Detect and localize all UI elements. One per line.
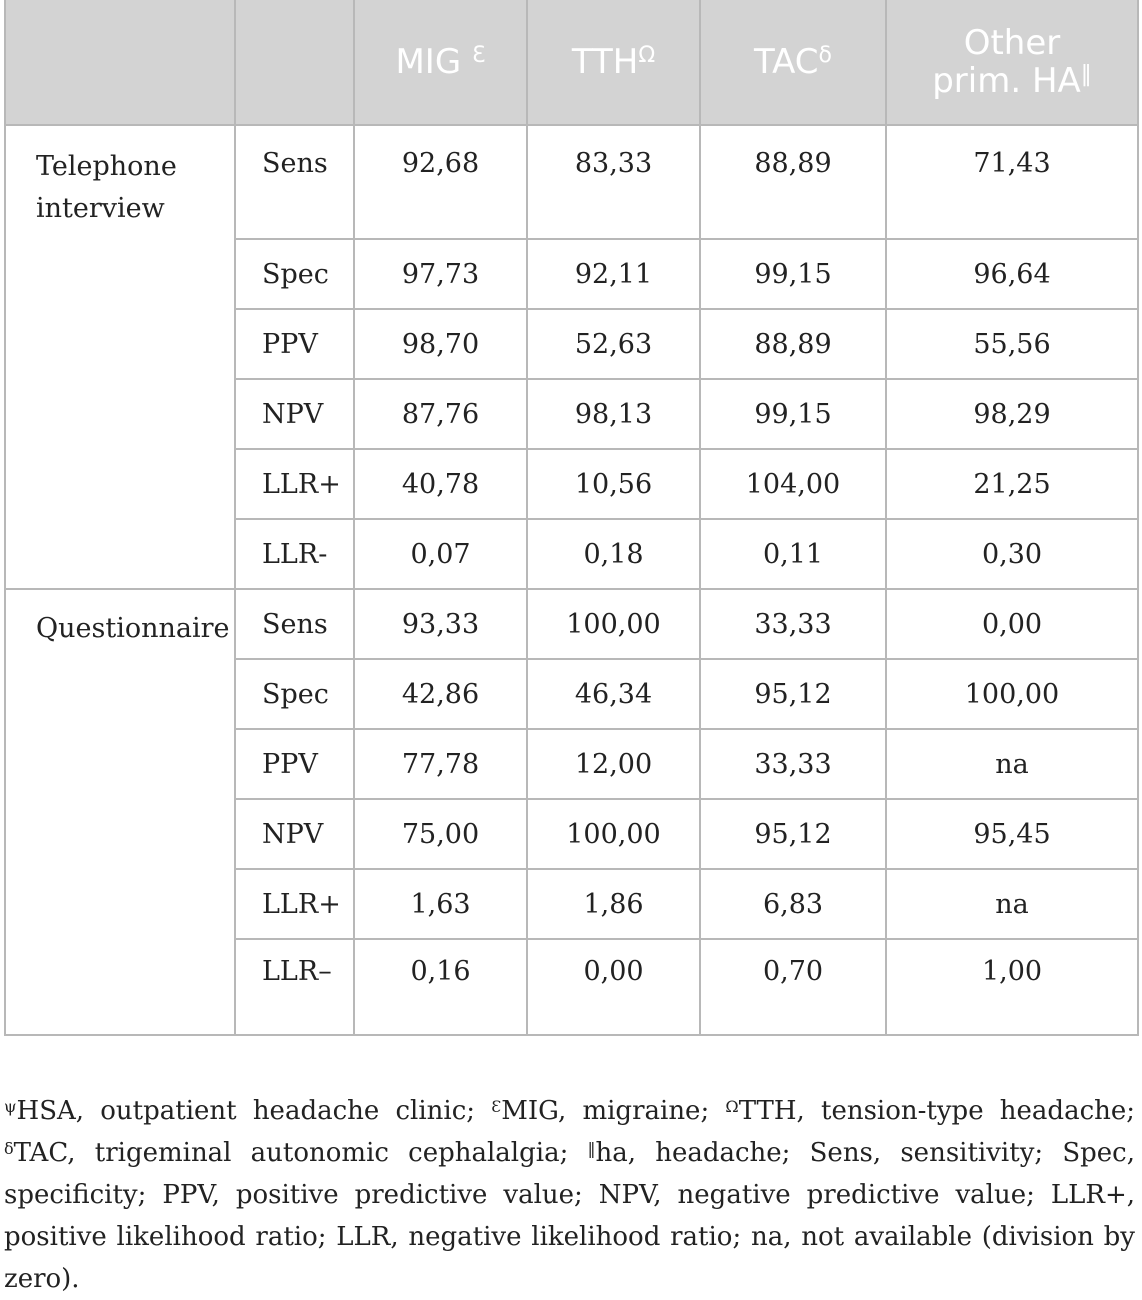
- header-blank-measure: [235, 0, 354, 125]
- value-cell-tac: 88,89: [700, 125, 886, 239]
- value-cell-other: 100,00: [886, 659, 1138, 729]
- value-cell-other: 71,43: [886, 125, 1138, 239]
- footnote-psi-text: HSA, outpatient headache clinic;: [16, 1096, 492, 1126]
- footnote-psi-sup: ψ: [4, 1097, 17, 1116]
- header-other-line2: prim. HA: [932, 61, 1081, 101]
- value-cell-other: 1,00: [886, 939, 1138, 1035]
- measure-cell: Sens: [235, 589, 354, 659]
- measure-cell: NPV: [235, 379, 354, 449]
- value-cell-mig: 40,78: [354, 449, 527, 519]
- value-cell-tac: 95,12: [700, 659, 886, 729]
- value-cell-tac: 33,33: [700, 589, 886, 659]
- value-cell-mig: 98,70: [354, 309, 527, 379]
- header-mig-sup: Ɛ: [472, 43, 486, 68]
- footnote-tth-sup: Ω: [725, 1097, 739, 1116]
- group-label-telephone: Telephone interview: [5, 125, 235, 589]
- value-cell-tac: 95,12: [700, 799, 886, 869]
- table-row: [5, 589, 1138, 659]
- results-table-container: [4, 0, 1137, 1036]
- value-cell-mig: 77,78: [354, 729, 527, 799]
- value-cell-mig: 87,76: [354, 379, 527, 449]
- measure-cell: LLR+: [235, 869, 354, 939]
- footnote-mig-text: MIG, migraine;: [501, 1096, 726, 1126]
- value-cell-tth: 92,11: [527, 239, 700, 309]
- footnote-ha-sup: ‖: [587, 1139, 596, 1158]
- measure-cell: LLR-: [235, 519, 354, 589]
- footnote-tac-text: TAC, trigeminal autonomic cephalalgia;: [13, 1138, 588, 1168]
- measure-cell: LLR+: [235, 449, 354, 519]
- value-cell-tth: 10,56: [527, 449, 700, 519]
- value-cell-tth: 0,00: [527, 939, 700, 1035]
- table-footnote: [4, 1090, 1135, 1300]
- value-cell-mig: 75,00: [354, 799, 527, 869]
- value-cell-mig: 42,86: [354, 659, 527, 729]
- header-tth: [527, 0, 700, 125]
- value-cell-other: 55,56: [886, 309, 1138, 379]
- value-cell-mig: 97,73: [354, 239, 527, 309]
- footnote-tac-sup: δ: [4, 1139, 14, 1158]
- value-cell-tth: 98,13: [527, 379, 700, 449]
- value-cell-other: 95,45: [886, 799, 1138, 869]
- header-tth-label: TTH: [571, 42, 639, 82]
- header-tth-sup: Ω: [638, 43, 656, 68]
- header-blank-group: [5, 0, 235, 125]
- table-row: [5, 125, 1138, 239]
- value-cell-mig: 0,16: [354, 939, 527, 1035]
- measure-cell: Spec: [235, 659, 354, 729]
- value-cell-tac: 104,00: [700, 449, 886, 519]
- value-cell-tth: 100,00: [527, 589, 700, 659]
- footnote-ha-text: ha, headache; Sens, sensitivity; Spec, specificity; PPV, positive predictive value; NPV, negative predictive value; LLR+, positive likelihood ratio; LLR, negative likelihood ratio; na, not available (division by zero).: [4, 1138, 1135, 1294]
- value-cell-other: na: [886, 869, 1138, 939]
- value-cell-other: 0,30: [886, 519, 1138, 589]
- header-tac: [700, 0, 886, 125]
- value-cell-other: 0,00: [886, 589, 1138, 659]
- table-body: [5, 125, 1138, 1035]
- header-other: [886, 0, 1138, 125]
- value-cell-other: 98,29: [886, 379, 1138, 449]
- value-cell-tac: 33,33: [700, 729, 886, 799]
- value-cell-other: 96,64: [886, 239, 1138, 309]
- value-cell-tth: 52,63: [527, 309, 700, 379]
- header-row: [5, 0, 1138, 125]
- measure-cell: Spec: [235, 239, 354, 309]
- header-mig-label: MIG: [395, 42, 462, 82]
- value-cell-tac: 0,11: [700, 519, 886, 589]
- value-cell-tac: 99,15: [700, 379, 886, 449]
- header-tac-label: TAC: [754, 42, 819, 82]
- measure-cell: LLR–: [235, 939, 354, 1035]
- table-header: [5, 0, 1138, 125]
- value-cell-mig: 1,63: [354, 869, 527, 939]
- diagnostic-accuracy-table: [4, 0, 1139, 1036]
- footnote-tth-text: TTH, tension-type headache;: [738, 1096, 1136, 1126]
- value-cell-tth: 83,33: [527, 125, 700, 239]
- header-mig: [354, 0, 527, 125]
- header-other-line1: Other: [963, 23, 1061, 63]
- footnote-mig-sup: Ɛ: [491, 1097, 502, 1116]
- header-other-sup: ‖: [1080, 62, 1092, 87]
- header-tac-sup: δ: [818, 43, 832, 68]
- value-cell-other: 21,25: [886, 449, 1138, 519]
- value-cell-tth: 12,00: [527, 729, 700, 799]
- value-cell-tac: 6,83: [700, 869, 886, 939]
- measure-cell: PPV: [235, 729, 354, 799]
- value-cell-tth: 100,00: [527, 799, 700, 869]
- value-cell-tth: 46,34: [527, 659, 700, 729]
- group-label-questionnaire: Questionnaire: [5, 589, 235, 1035]
- value-cell-mig: 93,33: [354, 589, 527, 659]
- measure-cell: NPV: [235, 799, 354, 869]
- value-cell-tac: 0,70: [700, 939, 886, 1035]
- value-cell-tac: 99,15: [700, 239, 886, 309]
- value-cell-mig: 0,07: [354, 519, 527, 589]
- value-cell-other: na: [886, 729, 1138, 799]
- value-cell-tth: 1,86: [527, 869, 700, 939]
- value-cell-mig: 92,68: [354, 125, 527, 239]
- value-cell-tth: 0,18: [527, 519, 700, 589]
- measure-cell: Sens: [235, 125, 354, 239]
- measure-cell: PPV: [235, 309, 354, 379]
- value-cell-tac: 88,89: [700, 309, 886, 379]
